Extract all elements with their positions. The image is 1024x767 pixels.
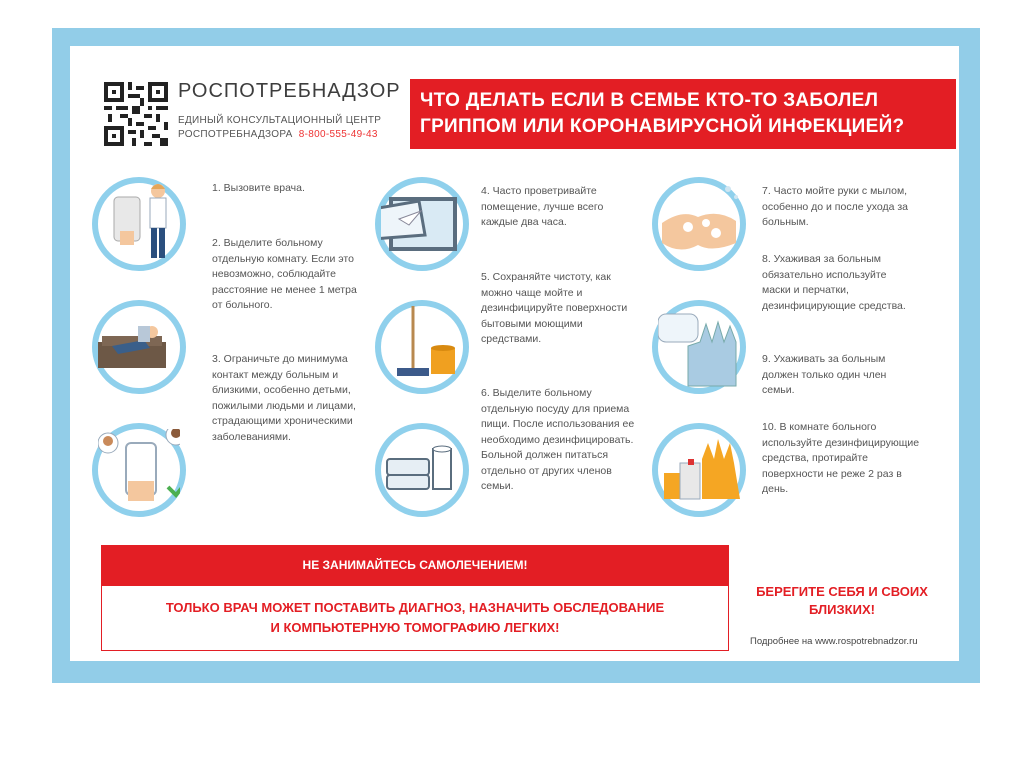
- step-7: 7. Часто мойте руки с мылом, особенно до и после ухода за больным.: [762, 185, 908, 228]
- warning-line2: И КОМПЬЮТЕРНУЮ ТОМОГРАФИЮ ЛЕГКИХ!: [270, 620, 560, 635]
- hotline-phone: 8-800-555-49-43: [298, 129, 378, 140]
- step-2: 2. Выделите больному отдельную комнату. Если это невозможно, соблюдайте расстояние не менее 1 метра от больного.: [212, 237, 357, 311]
- qr-code-icon: [104, 82, 168, 146]
- brand-name: РОСПОТРЕБНАДЗОР: [178, 80, 401, 102]
- step-8: 8. Ухаживая за больным обязательно используйте маски и перчатки, дезинфицирующие средства.: [762, 253, 906, 312]
- care-line2: БЛИЗКИХ!: [809, 602, 875, 617]
- consult-center-line1: ЕДИНЫЙ КОНСУЛЬТАЦИОННЫЙ ЦЕНТР: [178, 115, 382, 126]
- poster-title-line2: ГРИППОМ ИЛИ КОРОНАВИРУСНОЙ ИНФЕКЦИЕЙ?: [420, 116, 905, 137]
- step-9: 9. Ухаживать за больным должен только один член семьи.: [762, 353, 887, 396]
- sofa-rest-icon: [92, 300, 186, 394]
- warning-line1: ТОЛЬКО ВРАЧ МОЖЕТ ПОСТАВИТЬ ДИАГНОЗ, НАЗНАЧИТЬ ОБСЛЕДОВАНИЕ: [165, 600, 665, 615]
- doctor-phone-icon: [92, 177, 186, 271]
- step-6: 6. Выделите больному отдельную посуду для приема пищи. После использования ее необходимо дезинфицировать. Больной должен питаться отдельно от других членов семьи.: [481, 387, 635, 492]
- care-line1: БЕРЕГИТЕ СЕБЯ И СВОИХ: [756, 584, 928, 599]
- more-info-link[interactable]: Подробнее на www.rospotrebnadzor.ru: [750, 636, 918, 647]
- poster-title-line1: ЧТО ДЕЛАТЬ ЕСЛИ В СЕМЬЕ КТО-ТО ЗАБОЛЕЛ: [420, 90, 879, 111]
- poster-title: [420, 88, 940, 140]
- consult-center: [178, 114, 381, 142]
- consult-center-line2: РОСПОТРЕБНАДЗОРА 8-800-555-49-43: [178, 129, 378, 140]
- mop-bucket-icon: [375, 300, 469, 394]
- open-window-icon: [375, 177, 469, 271]
- warning-title: НЕ ЗАНИМАЙТЕСЬ САМОЛЕЧЕНИЕМ!: [302, 558, 528, 572]
- dishes-icon: [375, 423, 469, 517]
- video-call-icon: [92, 423, 186, 517]
- hand-washing-icon: [652, 177, 746, 271]
- care-slogan: [750, 583, 934, 619]
- disinfectant-icon: [652, 423, 746, 517]
- warning-body: [101, 598, 729, 638]
- step-3: 3. Ограничьте до минимума контакт между больным и близкими, особенно детьми, пожилыми людьми и лицами, страдающими хроническими заболеваниями.: [212, 353, 356, 443]
- mask-gloves-icon: [652, 300, 746, 394]
- step-5: 5. Сохраняйте чистоту, как можно чаще мойте и дезинфицируйте поверхности бытовыми моющими средствами.: [481, 271, 628, 345]
- step-10: 10. В комнате больного используйте дезинфицирующие средства, протирайте поверхности не реже 2 раз в день.: [762, 421, 920, 495]
- step-4: 4. Часто проветривайте помещение, лучше всего каждые два часа.: [481, 185, 604, 228]
- step-1: 1. Вызовите врача.: [212, 182, 305, 194]
